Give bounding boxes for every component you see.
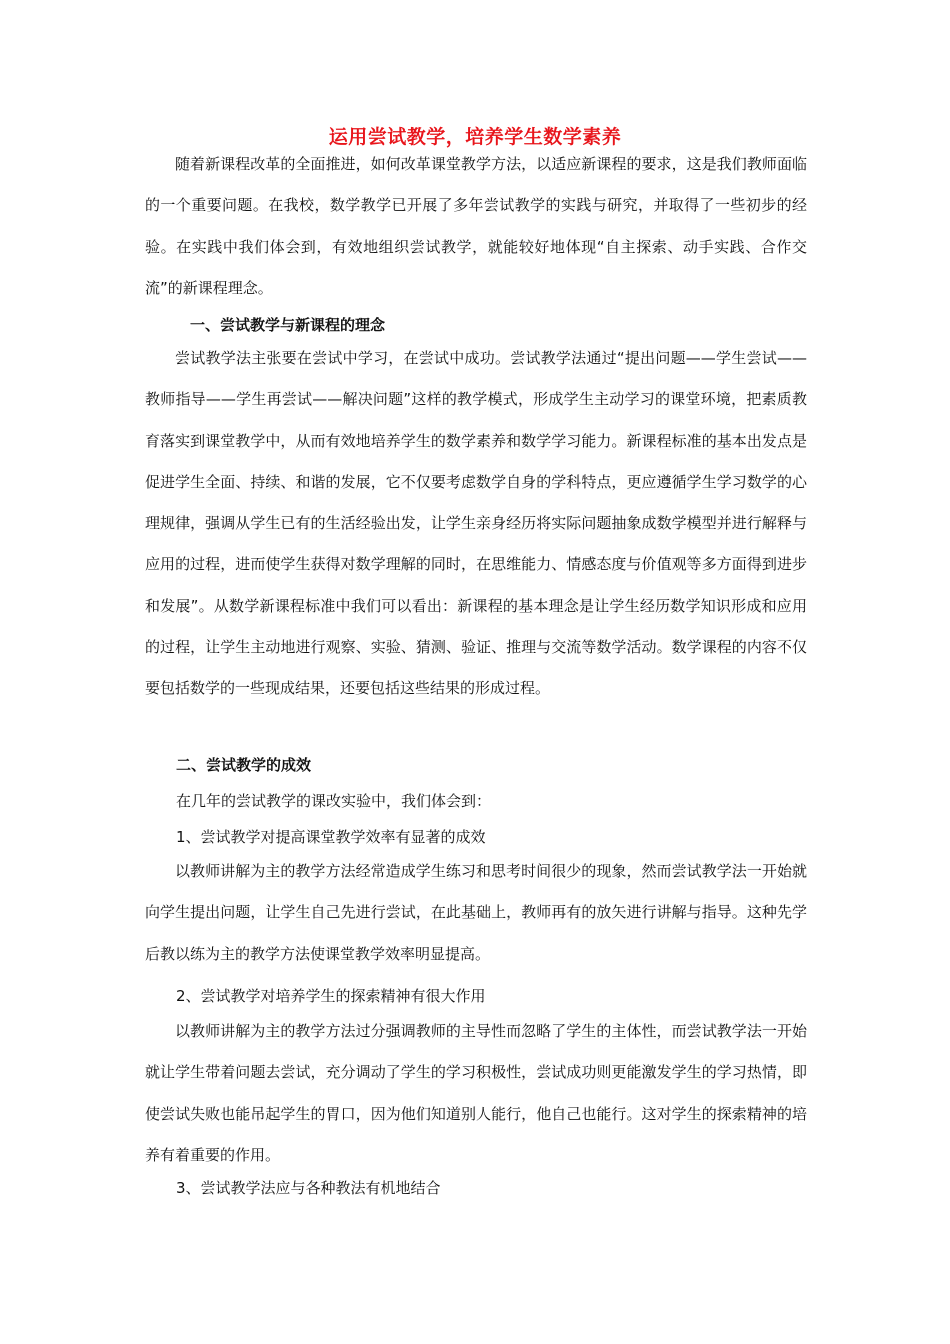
section1-heading: 一、尝试教学与新课程的理念 (190, 316, 386, 334)
section1-paragraph: 尝试教学法主张要在尝试中学习，在尝试中成功。尝试教学法通过“提出问题——学生尝试——教师指导——学生再尝试——解决问题”这样的教学模式，形成学生主动学习的课堂环境，把素质教育落实到课堂教学中，从而有效地培养学生的数学素养和数学学习能力。新课程标准的基本出发点是促进学生全面、持续、和谐的发展，它不仅要考虑数学自身的学科特点，更应遵循学生学习数学的心理规律，强调从学生已有的生活经验出发，让学生亲身经历将实际问题抽象成数学模型并进行解释与应用的过程，进而使学生获得对数学理解的同时，在思维能力、情感态度与价值观等多方面得到进步和发展”。从数学新课程标准中我们可以看出：新课程的基本理念是让学生经历数学知识形成和应用的过程，让学生主动地进行观察、实验、猜测、验证、推理与交流等数学活动。数学课程的内容不仅要包括数学的一些现成结果，还要包括这些结果的形成过程。 (145, 349, 807, 698)
point3-heading: 3、尝试教学法应与各种教法有机地结合 (176, 1179, 441, 1197)
point1-paragraph: 以教师讲解为主的教学方法经常造成学生练习和思考时间很少的现象，然而尝试教学法一开始就向学生提出问题，让学生自己先进行尝试，在此基础上，教师再有的放矢进行讲解与指导。这种先学后教以练为主的教学方法使课堂教学效率明显提高。 (145, 862, 807, 963)
point2-heading: 2、尝试教学对培养学生的探索精神有很大作用 (176, 987, 486, 1005)
point2-paragraph: 以教师讲解为主的教学方法过分强调教师的主导性而忽略了学生的主体性，而尝试教学法一开始就让学生带着问题去尝试，充分调动了学生的学习积极性，尝试成功则更能激发学生的学习热情，即使尝试失败也能吊起学生的胃口，因为他们知道别人能行，他自己也能行。这对学生的探索精神的培养有着重要的作用。 (145, 1022, 807, 1164)
intro-paragraph: 随着新课程改革的全面推进，如何改革课堂教学方法，以适应新课程的要求，这是我们教师面临的一个重要问题。在我校，数学教学已开展了多年尝试教学的实践与研究，并取得了一些初步的经验。在实践中我们体会到，有效地组织尝试教学，就能较好地体现“自主探索、动手实践、合作交流”的新课程理念。 (145, 155, 807, 297)
section2-intro: 在几年的尝试教学的课改实验中，我们体会到： (176, 792, 492, 810)
document-title: 运用尝试教学，培养学生数学素养 (328, 126, 622, 148)
point1-heading: 1、尝试教学对提高课堂教学效率有显著的成效 (176, 828, 486, 846)
section2-heading: 二、尝试教学的成效 (176, 756, 312, 774)
